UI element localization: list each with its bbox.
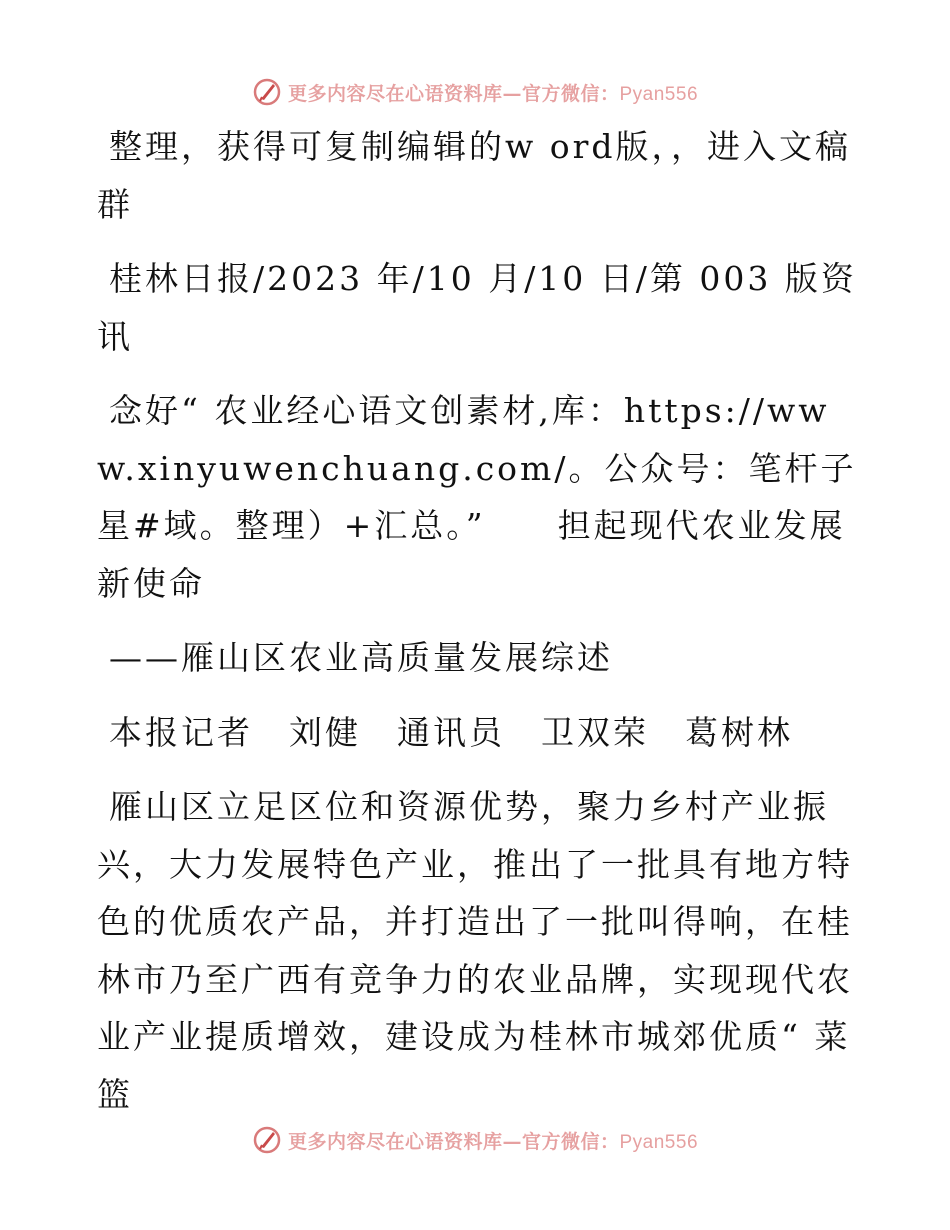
paragraph-intro: 整理，获得可复制编辑的w ord版，，进入文稿群	[97, 127, 852, 224]
paragraph-headline: 念好“ 农业经心语文创素材,库：https://www.xinyuwenchuang.com/。公众号：笔杆子星#域。整理）+汇总。” 担起现代农业发展新使命	[97, 391, 857, 603]
paragraph-body: 雁山区立足区位和资源优势，聚力乡村产业振兴，大力发展特色产业，推出了一批具有地方特色的优质农产品，并打造出了一批叫得响，在桂林市乃至广西有竞争力的农业品牌，实现现代农业产业提质增效，建设成为桂林市城郊优质“ 菜篮	[97, 787, 853, 1114]
paragraph-source: 桂林日报/2023 年/10 月/10 日/第 003 版资讯	[97, 259, 857, 356]
quill-circle-logo-icon	[252, 77, 282, 107]
watermark-wechat: Pyan556	[619, 1131, 699, 1153]
paragraph-byline: 本报记者 刘健 通讯员 卫双荣 葛树林	[109, 712, 793, 752]
watermark-text: 更多内容尽在心语资料库—官方微信：	[287, 1130, 620, 1153]
header-watermark	[0, 72, 950, 112]
quill-circle-logo-icon	[252, 1125, 282, 1155]
watermark-text: 更多内容尽在心语资料库—官方微信：	[287, 82, 620, 105]
watermark-wechat: Pyan556	[619, 83, 699, 105]
document-body	[97, 118, 857, 1123]
paragraph-subtitle: ——雁山区农业高质量发展综述	[109, 638, 613, 677]
footer-watermark	[0, 1120, 950, 1160]
